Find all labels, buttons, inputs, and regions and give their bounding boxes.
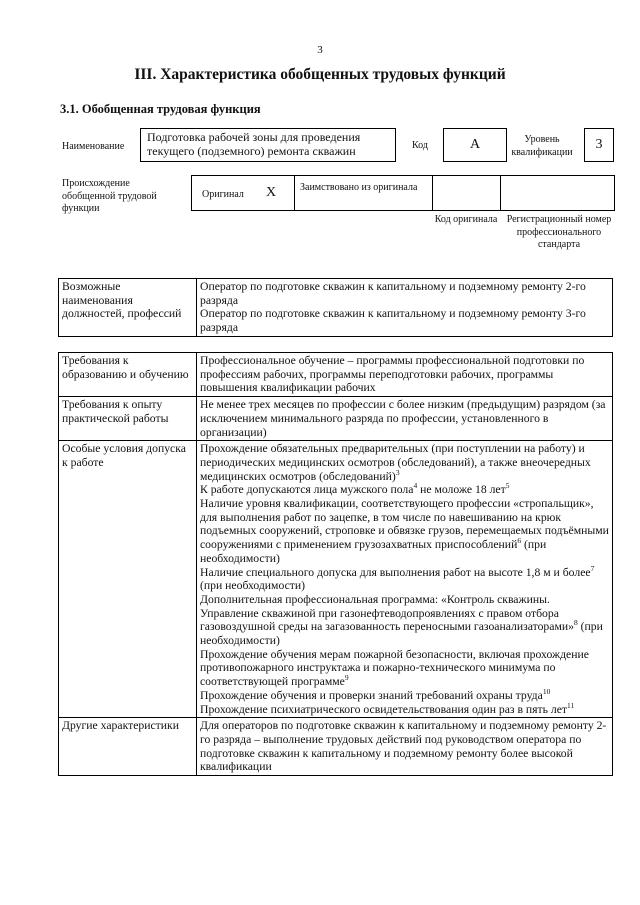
special-item: Прохождение обучения мерам пожарной безопасности, включая прохождение противопожарного инструктажа и пожарно-технического минимума по соответствующей программе$^9$ — [200, 647, 589, 689]
original-label: Оригинал — [202, 189, 244, 200]
education-label: Требования к образованию и обучению — [59, 353, 197, 397]
name-value: Подготовка рабочей зоны для проведения текущего (подземного) ремонта скважин — [140, 128, 396, 162]
experience-value: Не менее трех месяцев по профессии с более низким (предыдущим) разрядом (за исключением минимального разряда по профессии, установленного в организации) — [197, 397, 613, 441]
footnote-ref: 3 — [395, 467, 400, 477]
footnote-ref: 10 — [542, 686, 551, 696]
special-item: Наличие специального допуска для выполнения работ на высоте 1,8 м и более$^7$ (при необходимости) — [200, 563, 595, 593]
special-item: Наличие уровня квалификации, соответствующего профессии «стропальщик», для выполнения работ по зацепке, в том числе по навешиванию на крюк подъемных сооружений, строповке и обвязке грузов, перемещаемых подъёмными сооружениями с применением грузозахватных приспособлений$^6$ (при необходимости) — [200, 497, 609, 565]
footnote-ref: 11 — [567, 700, 575, 710]
positions-label: Возможные наименования должностей, профессий — [59, 279, 197, 337]
education-value: Профессиональное обучение – программы профессиональной подготовки по профессиям рабочих, программы переподготовки рабочих, программы повышения квалификации рабочих — [197, 353, 613, 397]
positions-table — [58, 278, 613, 337]
experience-label: Требования к опыту практической работы — [59, 397, 197, 441]
divider — [432, 176, 433, 210]
page-number: 3 — [317, 44, 323, 56]
table-row — [59, 718, 613, 776]
special-item: Дополнительная профессиональная программа: «Контроль скважины. Управление скважиной при газонефтеводопроявлениях с правом отбора газовоздушной среды на загазованность переносными газоанализаторами»$^8$ (при необходимости) — [200, 592, 603, 648]
level-value: 3 — [584, 128, 614, 162]
footnote-ref: 9 — [344, 673, 349, 683]
footnote-ref: 6 — [517, 536, 522, 546]
code-label: Код — [412, 140, 428, 151]
special-item: Прохождение обязательных предварительных (при поступлении на работу) и периодических медицинских осмотров (обследований), а также внеочередных медицинских осмотров (обследований)$^3$ — [200, 442, 591, 483]
footnote-ref: 4 — [413, 481, 418, 491]
code-original-caption: Код оригинала — [434, 214, 498, 225]
footnote-ref: 8 — [573, 618, 578, 628]
borrowed-label: Заимствовано из оригинала — [300, 182, 418, 193]
special-label: Особые условия допуска к работе — [59, 441, 197, 718]
table-row — [59, 441, 613, 718]
reg-number-caption: Регистрационный номер профессионального стандарта — [506, 214, 612, 250]
table-row — [59, 397, 613, 441]
footnote-ref: 7 — [590, 563, 595, 573]
origin-label: Происхождение обобщенной трудовой функции — [62, 178, 157, 214]
position-line: Оператор по подготовке скважин к капитальному и подземному ремонту 3-го разряда — [200, 307, 586, 335]
section-title: III. Характеристика обобщенных трудовых функций — [134, 66, 506, 83]
subsection-title: 3.1. Обобщенная трудовая функция — [60, 102, 261, 116]
requirements-table — [58, 352, 613, 776]
original-mark: X — [266, 185, 277, 200]
positions-value — [197, 279, 613, 337]
special-item: К работе допускаются лица мужского пола$^4$ не моложе 18 лет$^5$ — [200, 481, 510, 497]
name-label: Наименование — [62, 141, 125, 152]
level-label: Уровень квалификации — [511, 134, 573, 158]
table-row — [59, 353, 613, 397]
footnote-ref: 5 — [505, 481, 510, 491]
origin-box — [191, 175, 615, 211]
code-value: A — [443, 128, 507, 162]
other-value: Для операторов по подготовке скважин к капитальному и подземному ремонту 2-го разряда – выполнение трудовых действий под руководством оператора по подготовке скважин к капитальному и подземному ремонту более высокой квалификации — [197, 718, 613, 776]
special-item: Прохождение обучения и проверки знаний требований охраны труда$^{10}$ — [200, 686, 551, 702]
position-line: Оператор по подготовке скважин к капитальному и подземному ремонту 2-го разряда — [200, 280, 586, 307]
other-label: Другие характеристики — [59, 718, 197, 776]
special-item: Прохождение психиатрического освидетельствования один раз в пять лет$^{11}$ — [200, 700, 575, 716]
divider — [294, 176, 295, 210]
divider — [500, 176, 501, 210]
special-value — [197, 441, 613, 718]
